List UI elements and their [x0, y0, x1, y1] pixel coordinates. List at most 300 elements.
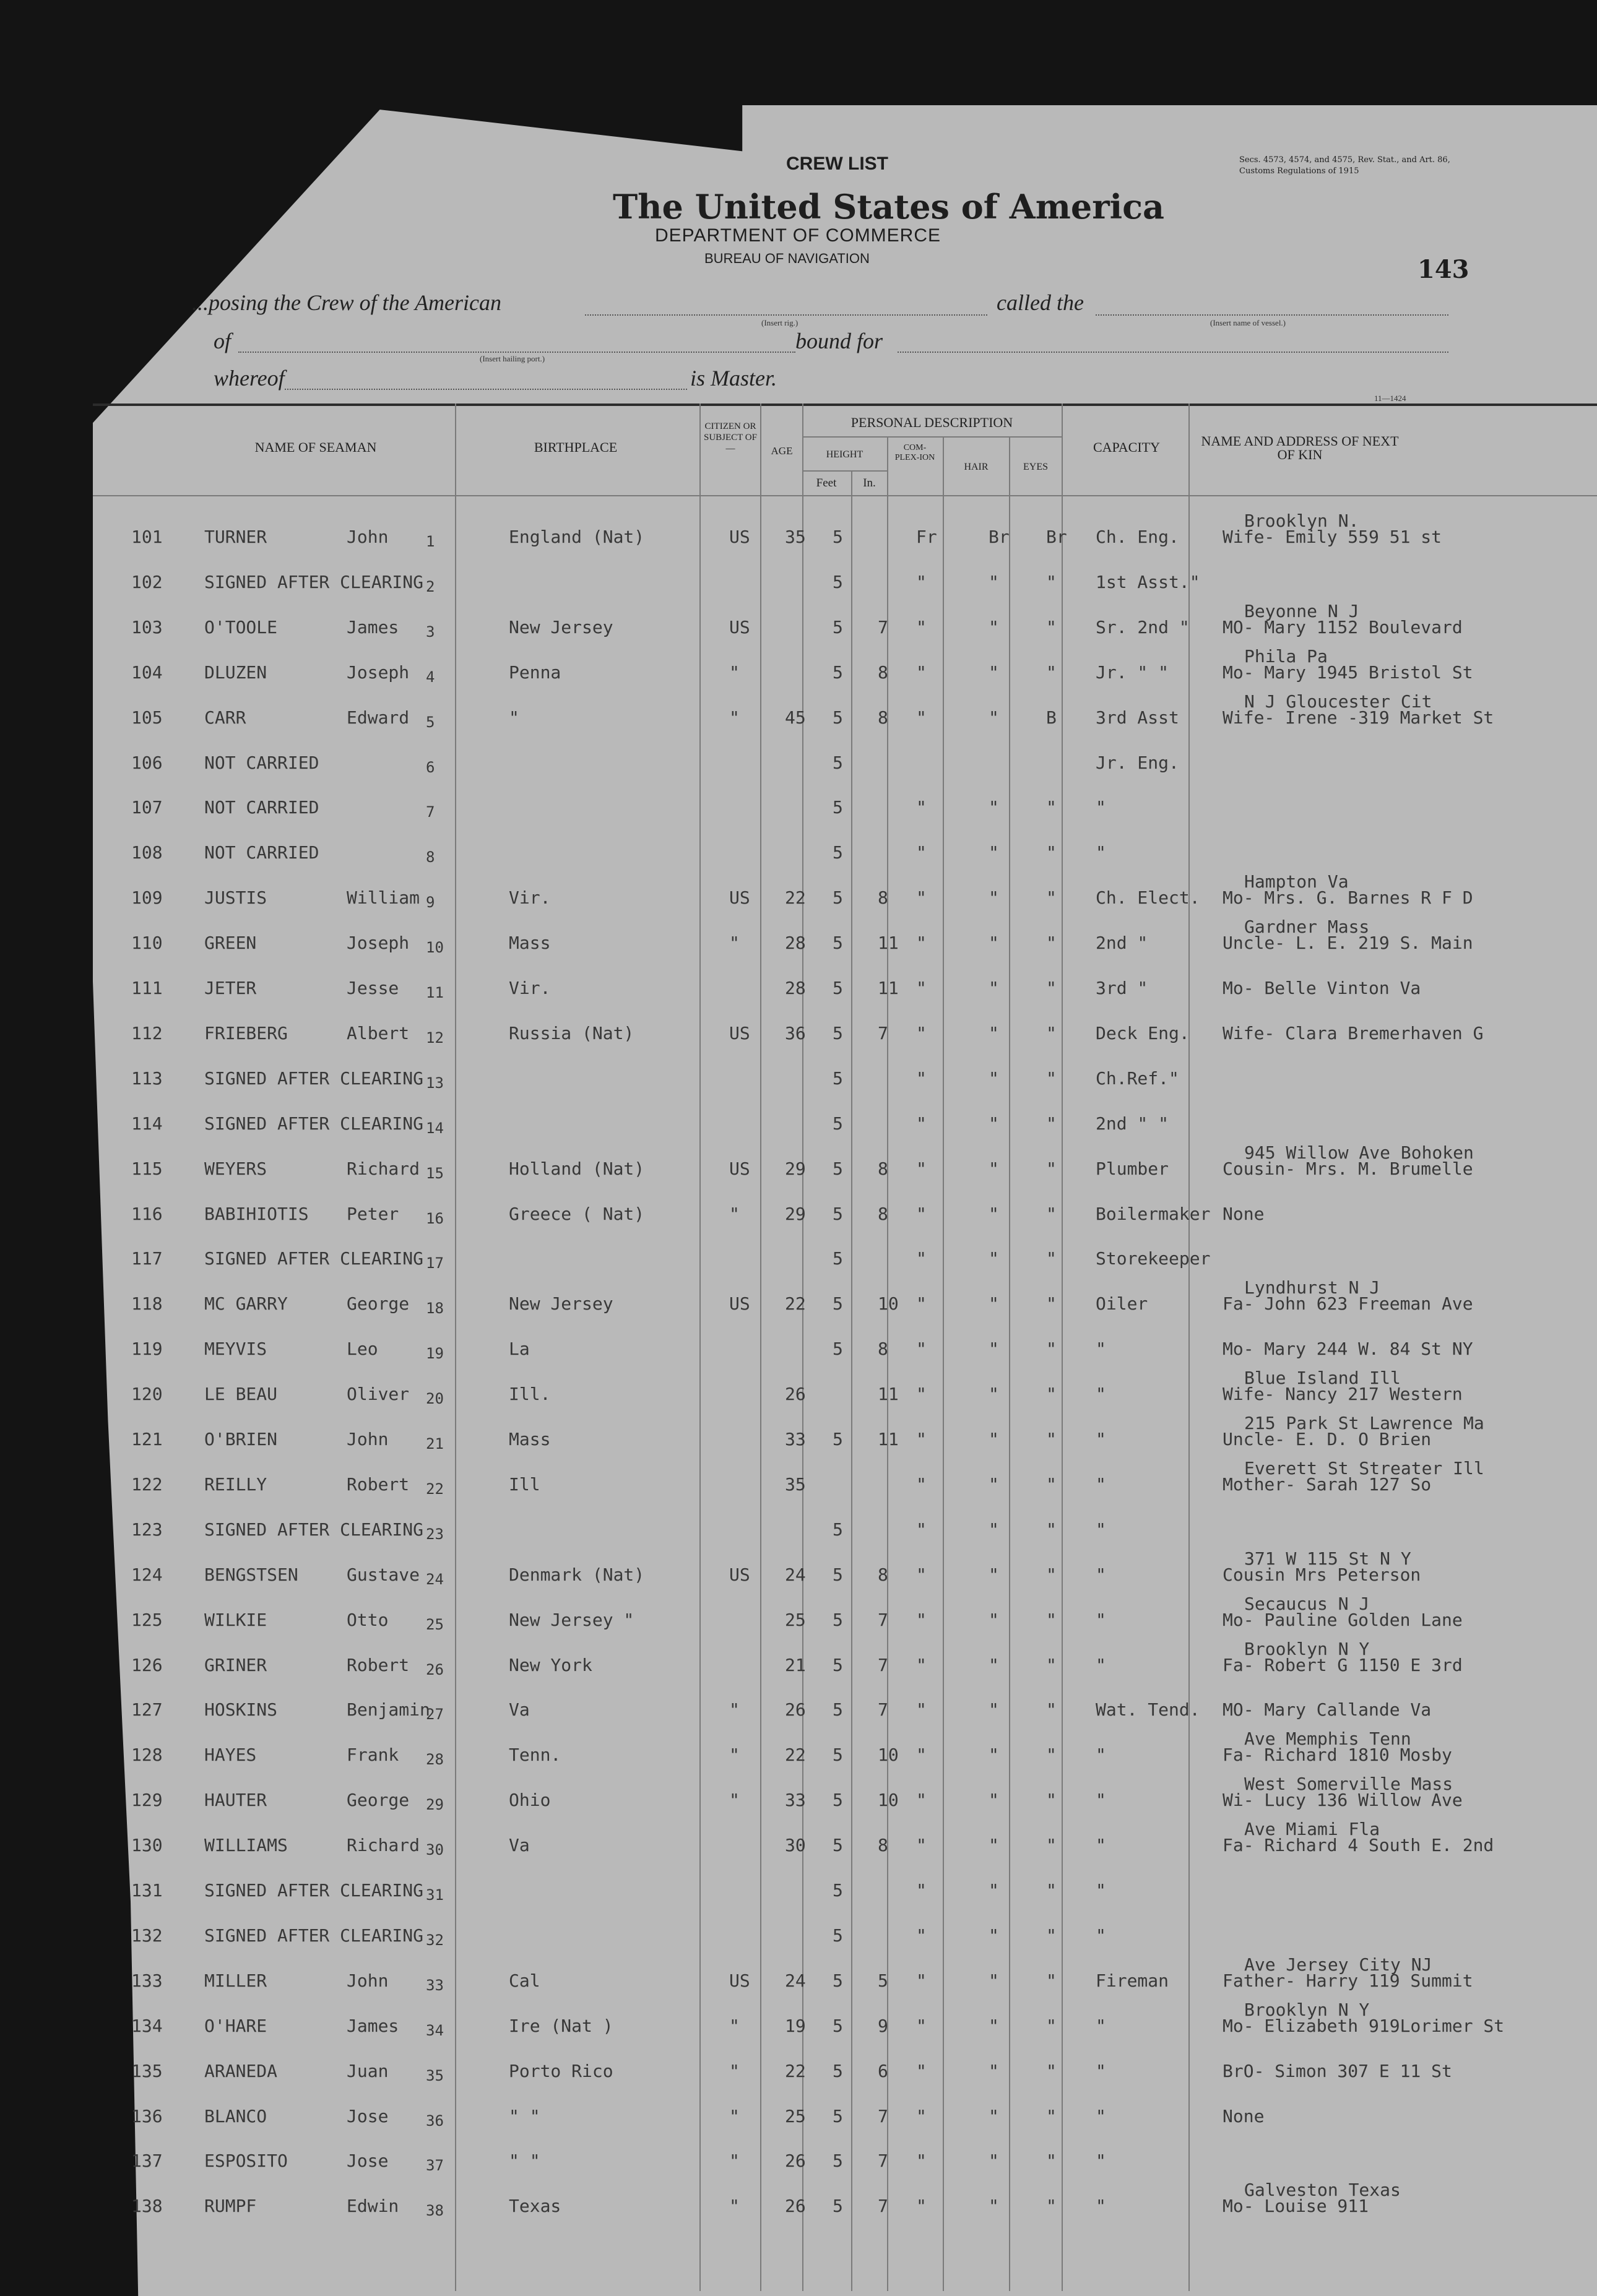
hair-color: ": [989, 2196, 999, 2216]
table-row: [0, 1728, 1597, 1778]
height-inches: 9: [878, 2016, 888, 2036]
hair-color: ": [989, 978, 999, 998]
capacity: ": [1096, 1880, 1106, 1901]
capacity: ": [1096, 1610, 1106, 1630]
complexion: ": [916, 572, 927, 592]
col-eyes-header: EYES: [1023, 462, 1048, 472]
seaman-surname: REILLY: [204, 1474, 267, 1495]
table-row: [0, 511, 1597, 560]
birthplace: Va: [509, 1699, 530, 1720]
seaman-surname: HAYES: [204, 1745, 257, 1765]
line-number: 33: [426, 1977, 444, 1994]
eye-color: ": [1046, 1564, 1057, 1585]
capacity: ": [1096, 2061, 1106, 2081]
next-of-kin-address: Secaucus N J: [1244, 1594, 1370, 1614]
header-bottom-rule: [93, 495, 1597, 496]
height-feet: 5: [833, 887, 843, 908]
age: 30: [785, 1835, 806, 1855]
seaman-given-name: Robert: [347, 1655, 410, 1675]
hair-color: ": [989, 572, 999, 592]
eye-color: ": [1046, 1790, 1057, 1810]
hair-color: ": [989, 2106, 999, 2126]
col-name-header: NAME OF SEAMAN: [254, 439, 377, 455]
capacity: ": [1096, 797, 1106, 818]
citizenship: US: [729, 1970, 750, 1991]
height-feet: 5: [833, 1068, 843, 1089]
seaman-given-name: Richard: [347, 1835, 420, 1855]
table-row: [0, 1954, 1597, 2004]
seaman-given-name: Richard: [347, 1159, 420, 1179]
age: 24: [785, 1970, 806, 1991]
line-number: 5: [426, 714, 435, 731]
height-feet: 5: [833, 572, 843, 592]
col-kin-header: NAME AND ADDRESS OF NEXT OF KIN: [1201, 433, 1399, 462]
birthplace: Greece ( Nat): [509, 1204, 645, 1224]
height-inches: 8: [878, 1204, 888, 1224]
seaman-surname: SIGNED AFTER CLEARING: [204, 1519, 424, 1540]
table-row: [0, 1277, 1597, 1327]
line-number: 37: [426, 2157, 444, 2174]
entry-number: 138: [131, 2196, 163, 2216]
seaman-given-name: George: [347, 1293, 410, 1314]
hair-color: ": [989, 842, 999, 863]
entry-number: 115: [131, 1159, 163, 1179]
seaman-surname: ESPOSITO: [204, 2151, 288, 2171]
eye-color: ": [1046, 1835, 1057, 1855]
line-number: 36: [426, 2112, 444, 2130]
insert-rig-hint: (Insert rig.): [761, 318, 798, 327]
col-hair-header: HAIR: [964, 462, 989, 472]
citizenship: ": [729, 1745, 740, 1765]
height-feet: 5: [833, 1204, 843, 1224]
destination-field-line: [898, 352, 1448, 353]
table-row: [0, 1458, 1597, 1508]
eye-color: ": [1046, 1023, 1057, 1043]
complexion: ": [916, 1023, 927, 1043]
complexion: ": [916, 1880, 927, 1901]
seaman-given-name: James: [347, 2016, 399, 2036]
complexion: ": [916, 1068, 927, 1089]
form-line3-start: whereof: [214, 366, 285, 391]
line-number: 34: [426, 2022, 444, 2039]
personal-desc-rule: [802, 436, 1062, 438]
table-row: [0, 646, 1597, 696]
line-number: 26: [426, 1661, 444, 1678]
height-feet: 5: [833, 2061, 843, 2081]
citizenship: US: [729, 617, 750, 637]
height-inches: 11: [878, 1429, 899, 1449]
entry-number: 116: [131, 1204, 163, 1224]
hair-color: ": [989, 797, 999, 818]
capacity: ": [1096, 2151, 1106, 2171]
height-inches: 7: [878, 1699, 888, 1720]
seaman-surname: SIGNED AFTER CLEARING: [204, 1068, 424, 1089]
hair-color: ": [989, 1474, 999, 1495]
entry-number: 113: [131, 1068, 163, 1089]
table-row: [0, 2180, 1597, 2229]
col-citizen-header: CITIZEN OR SUBJECT OF—: [703, 421, 757, 454]
table-row: [0, 2000, 1597, 2049]
hair-color: ": [989, 1159, 999, 1179]
height-feet: 5: [833, 1790, 843, 1810]
seaman-surname: GRINER: [204, 1655, 267, 1675]
table-row: [0, 562, 1597, 605]
birthplace: New York: [509, 1655, 592, 1675]
birthplace: " ": [509, 2151, 540, 2171]
seaman-given-name: Edward: [347, 707, 410, 728]
capacity: ": [1096, 1745, 1106, 1765]
line-number: 4: [426, 668, 435, 686]
capacity: ": [1096, 1835, 1106, 1855]
height-inches: 11: [878, 933, 899, 953]
eye-color: ": [1046, 2106, 1057, 2126]
line-number: 2: [426, 578, 435, 595]
height-inches: 7: [878, 2106, 888, 2126]
entry-number: 126: [131, 1655, 163, 1675]
complexion: ": [916, 1474, 927, 1495]
line-number: 20: [426, 1390, 444, 1407]
complexion: ": [916, 1790, 927, 1810]
eye-color: ": [1046, 1519, 1057, 1540]
height-feet: 5: [833, 527, 843, 547]
height-feet: 5: [833, 1970, 843, 1991]
department-title: DEPARTMENT OF COMMERCE: [655, 225, 941, 246]
entry-number: 122: [131, 1474, 163, 1495]
seaman-surname: HOSKINS: [204, 1699, 278, 1720]
hair-color: ": [989, 933, 999, 953]
line-number: 7: [426, 803, 435, 821]
entry-number: 121: [131, 1429, 163, 1449]
complexion: ": [916, 1384, 927, 1404]
table-row: [0, 1368, 1597, 1417]
birthplace: England (Nat): [509, 527, 645, 547]
capacity: ": [1096, 1519, 1106, 1540]
height-inches: 7: [878, 1023, 888, 1043]
col-capacity-header: CAPACITY: [1093, 439, 1160, 455]
age: 29: [785, 1204, 806, 1224]
table-row: [0, 1594, 1597, 1643]
next-of-kin-address: Gardner Mass: [1244, 917, 1370, 937]
hair-color: ": [989, 1790, 999, 1810]
seaman-surname: O'HARE: [204, 2016, 267, 2036]
seaman-surname: WILLIAMS: [204, 1835, 288, 1855]
line-number: 35: [426, 2067, 444, 2084]
eye-color: ": [1046, 1248, 1057, 1269]
next-of-kin-name: Fa- Richard 4 South E. 2nd: [1223, 1835, 1494, 1855]
height-inches: 5: [878, 1970, 888, 1991]
line-number: 6: [426, 759, 435, 776]
complexion: ": [916, 842, 927, 863]
hair-color: ": [989, 1699, 999, 1720]
vessel-field-line: [1096, 314, 1448, 316]
capacity: ": [1096, 1790, 1106, 1810]
eye-color: ": [1046, 617, 1057, 637]
seaman-surname: MILLER: [204, 1970, 267, 1991]
hair-color: ": [989, 1293, 999, 1314]
capacity: 2nd " ": [1096, 1113, 1169, 1134]
eye-color: ": [1046, 1113, 1057, 1134]
seaman-given-name: Robert: [347, 1474, 410, 1495]
age: 19: [785, 2016, 806, 2036]
bureau-title: BUREAU OF NAVIGATION: [704, 251, 870, 266]
citizenship: US: [729, 1023, 750, 1043]
line-number: 28: [426, 1751, 444, 1768]
table-row: [0, 1819, 1597, 1868]
complexion: ": [916, 2196, 927, 2216]
next-of-kin-name: Fa- Richard 1810 Mosby: [1223, 1745, 1452, 1765]
capacity: ": [1096, 1655, 1106, 1675]
capacity: 3rd ": [1096, 978, 1148, 998]
insert-port-hint: (Insert hailing port.): [480, 354, 545, 363]
seaman-surname: WEYERS: [204, 1159, 267, 1179]
complexion: ": [916, 617, 927, 637]
hair-color: ": [989, 1113, 999, 1134]
height-feet: 5: [833, 2016, 843, 2036]
seaman-given-name: Oliver: [347, 1384, 410, 1404]
col-age-header: AGE: [771, 445, 793, 457]
height-feet: 5: [833, 1655, 843, 1675]
next-of-kin-name: Mo- Mrs. G. Barnes R F D: [1223, 887, 1473, 908]
height-inches: 8: [878, 1564, 888, 1585]
eye-color: ": [1046, 1925, 1057, 1946]
eye-color: ": [1046, 1293, 1057, 1314]
table-row: [0, 871, 1597, 921]
capacity: Jr. " ": [1096, 662, 1169, 683]
height-feet: 5: [833, 1248, 843, 1269]
seaman-given-name: Peter: [347, 1204, 399, 1224]
entry-number: 125: [131, 1610, 163, 1630]
age: 33: [785, 1429, 806, 1449]
table-row: [0, 1329, 1597, 1372]
entry-number: 103: [131, 617, 163, 637]
height-feet: 5: [833, 1699, 843, 1720]
entry-number: 137: [131, 2151, 163, 2171]
col-birthplace-header: BIRTHPLACE: [534, 439, 618, 455]
capacity: Ch.Ref.": [1096, 1068, 1179, 1089]
height-feet: 5: [833, 797, 843, 818]
next-of-kin-address: Blue Island Ill: [1244, 1368, 1401, 1388]
table-row: [0, 968, 1597, 1011]
capacity: ": [1096, 842, 1106, 863]
entry-number: 114: [131, 1113, 163, 1134]
height-inches: 11: [878, 1384, 899, 1404]
capacity: ": [1096, 2106, 1106, 2126]
entry-number: 131: [131, 1880, 163, 1901]
birthplace: New Jersey: [509, 1293, 613, 1314]
seaman-surname: NOT CARRIED: [204, 753, 319, 773]
height-feet: 5: [833, 1293, 843, 1314]
age: 28: [785, 933, 806, 953]
height-feet: 5: [833, 1159, 843, 1179]
next-of-kin-address: 215 Park St Lawrence Ma: [1244, 1413, 1484, 1433]
table-row: [0, 1142, 1597, 1192]
next-of-kin-name: MO- Mary Callande Va: [1223, 1699, 1432, 1720]
complexion: ": [916, 1429, 927, 1449]
capacity: ": [1096, 2196, 1106, 2216]
capacity: ": [1096, 2016, 1106, 2036]
entry-number: 108: [131, 842, 163, 863]
height-feet: 5: [833, 842, 843, 863]
seaman-surname: BENGSTSEN: [204, 1564, 298, 1585]
hair-color: ": [989, 707, 999, 728]
height-feet: 5: [833, 1925, 843, 1946]
entry-number: 117: [131, 1248, 163, 1269]
seaman-surname: SIGNED AFTER CLEARING: [204, 1880, 424, 1901]
eye-color: ": [1046, 2151, 1057, 2171]
citizenship: ": [729, 2106, 740, 2126]
line-number: 29: [426, 1796, 444, 1813]
capacity: Plumber: [1096, 1159, 1169, 1179]
table-row: [0, 1509, 1597, 1553]
height-inches: 8: [878, 1159, 888, 1179]
birthplace: Cal: [509, 1970, 540, 1991]
line-number: 21: [426, 1435, 444, 1452]
age: 25: [785, 2106, 806, 2126]
hair-color: ": [989, 1970, 999, 1991]
age: 45: [785, 707, 806, 728]
next-of-kin-name: Fa- Robert G 1150 E 3rd: [1223, 1655, 1463, 1675]
seaman-surname: HAUTER: [204, 1790, 267, 1810]
next-of-kin-name: Wife- Nancy 217 Western: [1223, 1384, 1463, 1404]
capacity: Fireman: [1096, 1970, 1169, 1991]
seaman-surname: LE BEAU: [204, 1384, 278, 1404]
birthplace: Va: [509, 1835, 530, 1855]
next-of-kin-address: Ave Miami Fla: [1244, 1819, 1380, 1839]
entry-number: 107: [131, 797, 163, 818]
entry-number: 120: [131, 1384, 163, 1404]
citizenship: US: [729, 527, 750, 547]
next-of-kin-address: Phila Pa: [1244, 646, 1328, 667]
line-number: 31: [426, 1886, 444, 1904]
complexion: ": [916, 1835, 927, 1855]
height-feet: 5: [833, 753, 843, 773]
seaman-given-name: John: [347, 1970, 389, 1991]
seaman-surname: WILKIE: [204, 1610, 267, 1630]
table-row: [0, 917, 1597, 966]
insert-vessel-hint: (Insert name of vessel.): [1210, 318, 1286, 327]
seaman-surname: FRIEBERG: [204, 1023, 288, 1043]
age: 26: [785, 1699, 806, 1720]
seaman-surname: TURNER: [204, 527, 267, 547]
citizenship: ": [729, 662, 740, 683]
height-inches: 10: [878, 1293, 899, 1314]
entry-number: 112: [131, 1023, 163, 1043]
table-row: [0, 2051, 1597, 2094]
eye-color: ": [1046, 1474, 1057, 1495]
height-feet: 5: [833, 662, 843, 683]
age: 26: [785, 2151, 806, 2171]
table-row: [0, 1103, 1597, 1147]
table-row: [0, 1915, 1597, 1959]
col-personal-header: PERSONAL DESCRIPTION: [850, 415, 1013, 430]
next-of-kin-name: Wife- Emily 559 51 st: [1223, 527, 1442, 547]
height-inches: 7: [878, 1610, 888, 1630]
line-number: 1: [426, 533, 435, 550]
capacity: ": [1096, 1925, 1106, 1946]
seaman-given-name: Leo: [347, 1339, 378, 1359]
hair-color: ": [989, 1248, 999, 1269]
entry-number: 132: [131, 1925, 163, 1946]
seaman-given-name: Jesse: [347, 978, 399, 998]
complexion: ": [916, 1339, 927, 1359]
next-of-kin-name: BrO- Simon 307 E 11 St: [1223, 2061, 1452, 2081]
entry-number: 110: [131, 933, 163, 953]
entry-number: 136: [131, 2106, 163, 2126]
hailing-port-field-line: [238, 352, 795, 353]
height-feet: 5: [833, 1880, 843, 1901]
entry-number: 135: [131, 2061, 163, 2081]
birthplace: New Jersey: [509, 617, 613, 637]
complexion: ": [916, 1113, 927, 1134]
complexion: ": [916, 887, 927, 908]
seaman-surname: MC GARRY: [204, 1293, 288, 1314]
seaman-surname: MEYVIS: [204, 1339, 267, 1359]
next-of-kin-name: None: [1223, 2106, 1265, 2126]
seaman-surname: SIGNED AFTER CLEARING: [204, 572, 424, 592]
line-number: 16: [426, 1210, 444, 1227]
hair-color: ": [989, 1745, 999, 1765]
age: 35: [785, 527, 806, 547]
hair-color: ": [989, 887, 999, 908]
hair-color: ": [989, 1925, 999, 1946]
next-of-kin-address: Brooklyn N Y: [1244, 2000, 1370, 2020]
seaman-given-name: Benjamin: [347, 1699, 430, 1720]
capacity: Ch. Eng.: [1096, 527, 1179, 547]
hair-color: ": [989, 1610, 999, 1630]
next-of-kin-name: Mother- Sarah 127 So: [1223, 1474, 1432, 1495]
height-inches: 7: [878, 617, 888, 637]
birthplace: Mass: [509, 1429, 551, 1449]
hair-color: ": [989, 1564, 999, 1585]
page-number: 143: [1417, 255, 1469, 284]
complexion: ": [916, 797, 927, 818]
capacity: 2nd ": [1096, 933, 1148, 953]
next-of-kin-address: Everett St Streater Ill: [1244, 1458, 1484, 1478]
entry-number: 101: [131, 527, 163, 547]
age: 29: [785, 1159, 806, 1179]
capacity: Jr. Eng.: [1096, 753, 1179, 773]
height-feet: 5: [833, 1023, 843, 1043]
citizenship: US: [729, 1293, 750, 1314]
complexion: ": [916, 933, 927, 953]
age: 24: [785, 1564, 806, 1585]
eye-color: ": [1046, 1970, 1057, 1991]
line-number: 14: [426, 1120, 444, 1137]
seaman-surname: SIGNED AFTER CLEARING: [204, 1113, 424, 1134]
birthplace: Mass: [509, 933, 551, 953]
next-of-kin-name: Uncle- L. E. 219 S. Main: [1223, 933, 1473, 953]
seaman-surname: SIGNED AFTER CLEARING: [204, 1925, 424, 1946]
citizenship: ": [729, 2151, 740, 2171]
citizenship: US: [729, 1159, 750, 1179]
birthplace: Denmark (Nat): [509, 1564, 645, 1585]
hair-color: ": [989, 1068, 999, 1089]
next-of-kin-address: Lyndhurst N J: [1244, 1277, 1380, 1298]
eye-color: ": [1046, 797, 1057, 818]
complexion: ": [916, 2151, 927, 2171]
next-of-kin-address: 945 Willow Ave Bohoken: [1244, 1142, 1474, 1163]
hair-color: ": [989, 617, 999, 637]
next-of-kin-address: N J Gloucester Cit: [1244, 691, 1432, 712]
next-of-kin-name: MO- Mary 1152 Boulevard: [1223, 617, 1463, 637]
table-row: [0, 1690, 1597, 1733]
line-number: 11: [426, 984, 444, 1001]
seaman-given-name: Frank: [347, 1745, 399, 1765]
hair-color: ": [989, 1023, 999, 1043]
line-number: 32: [426, 1931, 444, 1949]
eye-color: ": [1046, 1610, 1057, 1630]
table-row: [0, 2096, 1597, 2139]
